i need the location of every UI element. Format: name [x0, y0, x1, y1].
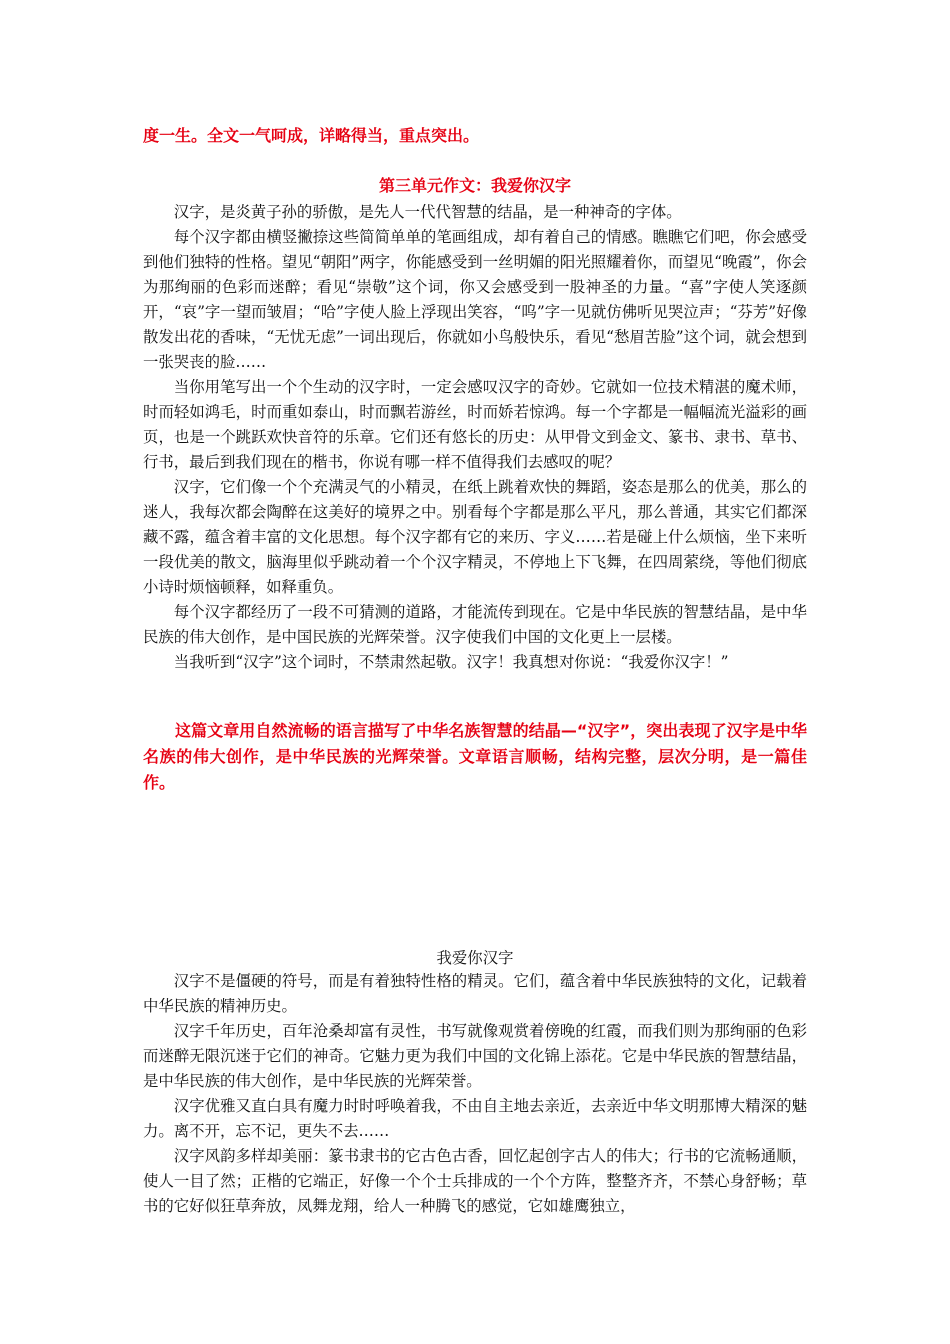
essay-one-paragraph: 每个汉字都由横竖撇捺这些简简单单的笔画组成，却有着自己的情感。瞧瞧它们吧，你会感受到他们独特的性格。望见“朝阳”两字，你能感受到一丝明媚的阳光照耀着你，而望见“晚霞”，你会为那绚丽的色彩而迷醉；看见“崇敬”这个词，你又会感受到一股神圣的力量。“喜”字使人笑逐颜开，“哀”字一望而皱眉；“哈”字使人脸上浮现出笑容，“呜”字一见就仿佛听见哭泣声；“芬芳”好像散发出花的香味，“无忧无虑”一词出现后，你就如小鸟般快乐，看见“愁眉苦脸”这个词，就会想到一张哭丧的脸…… [143, 228, 807, 371]
previous-comment-ending: 度一生。全文一气呵成，详略得当，重点突出。 [143, 126, 480, 145]
essay-two-paragraph: 汉字优雅又直白具有魔力时时呼唤着我，不由自主地去亲近，去亲近中华文明那博大精深的魅力。离不开，忘不记，更失不去…… [143, 1097, 807, 1140]
essay-two-paragraph: 汉字风韵多样却美丽：篆书隶书的它古色古香，回忆起创字古人的伟大；行书的它流畅通顺，使人一目了然；正楷的它端正，好像一个个士兵排成的一个个方阵，整整齐齐，不禁心身舒畅；草书的它好似狂草奔放，凤舞龙翔，给人一种腾飞的感觉，它如雄鹰独立， [143, 1147, 807, 1215]
essay-one-paragraph: 当我听到“汉字”这个词时，不禁肃然起敬。汉字！我真想对你说：“我爱你汉字！” [173, 653, 729, 671]
essay-two-paragraph: 汉字千年历史，百年沧桑却富有灵性，书写就像观赏着傍晚的红霞，而我们则为那绚丽的色彩而迷醉无限沉迷于它们的神奇。它魅力更为我们中国的文化锦上添花。它是中华民族的智慧结晶，是中华民族的伟大创作，是中华民族的光辉荣誉。 [143, 1022, 807, 1090]
section-heading: 第三单元作文：我爱你汉字 [378, 176, 571, 195]
essay-two [143, 969, 807, 1219]
teacher-comment: 这篇文章用自然流畅的语言描写了中华名族智慧的结晶—“汉字”，突出表现了汉字是中华名族的伟大创作，是中华民族的光辉荣誉。文章语言顺畅，结构完整，层次分明，是一篇佳作。 [143, 721, 807, 792]
essay-one-paragraph: 每个汉字都经历了一段不可猜测的道路，才能流传到现在。它是中华民族的智慧结晶，是中华民族的伟大创作，是中国民族的光辉荣誉。汉字使我们中国的文化更上一层楼。 [143, 603, 807, 646]
essay-one-paragraph: 汉字，它们像一个个充满灵气的小精灵，在纸上跳着欢快的舞蹈，姿态是那么的优美，那么的迷人，我每次都会陶醉在这美好的境界之中。别看每个字都是那么平凡，那么普通，其实它们都深藏不露，蕴含着丰富的文化思想。每个汉字都有它的来历、字义……若是碰上什么烦恼，坐下来听一段优美的散文，脑海里似乎跳动着一个个汉字精灵，不停地上下飞舞，在四周萦绕，等他们彻底小诗时烦恼顿释，如释重负。 [143, 478, 807, 596]
essay-two-paragraph: 汉字不是僵硬的符号，而是有着独特性格的精灵。它们，蕴含着中华民族独特的文化，记载着中华民族的精神历史。 [143, 972, 807, 1015]
essay-two-title: 我爱你汉字 [436, 949, 514, 967]
essay-one [143, 200, 807, 675]
essay-one-paragraph: 汉字，是炎黄子孙的骄傲，是先人一代代智慧的结晶，是一种神奇的字体。 [173, 203, 682, 221]
essay-one-paragraph: 当你用笔写出一个个生动的汉字时，一定会感叹汉字的奇妙。它就如一位技术精湛的魔术师，时而轻如鸿毛，时而重如泰山，时而飘若游丝，时而娇若惊鸿。每一个字都是一幅幅流光溢彩的画页，也是一个跳跃欢快音符的乐章。它们还有悠长的历史：从甲骨文到金文、篆书、隶书、草书、行书，最后到我们现在的楷书，你说有哪一样不值得我们去感叹的呢？ [143, 378, 807, 471]
